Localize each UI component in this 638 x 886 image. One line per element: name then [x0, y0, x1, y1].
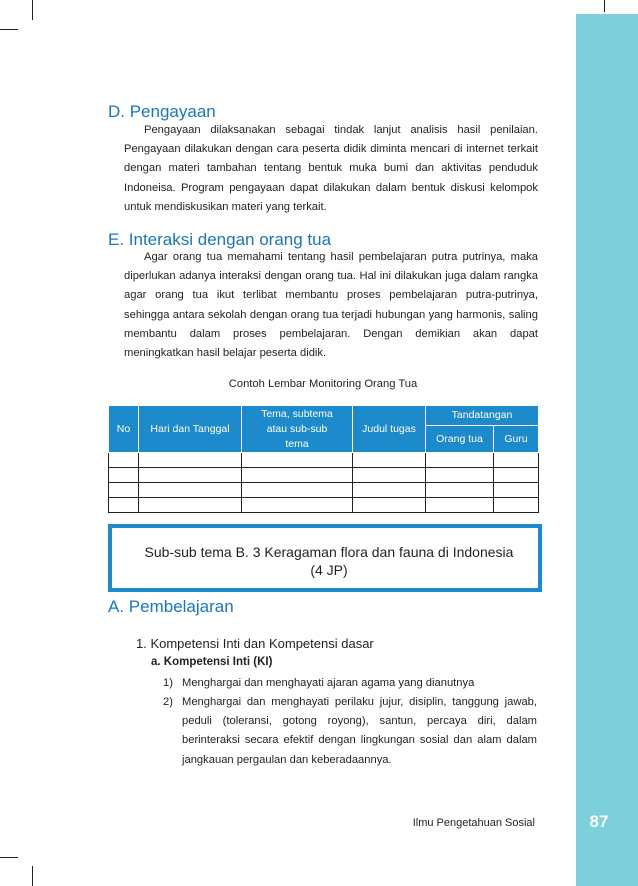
- col-header-signature: Tandatangan: [426, 406, 539, 426]
- crop-mark: [604, 0, 605, 12]
- ki-point-number: 1): [163, 677, 173, 689]
- col-header-parent: Orang tua: [426, 426, 494, 453]
- table-row: [109, 483, 539, 498]
- heading-pembelajaran: A. Pembelajaran: [108, 597, 234, 616]
- paragraph-pengayaan: Pengayaan dilaksanakan sebagai tindak lanjut analisis hasil penilaian. Pengayaan dilakukan dengan cara peserta didik diminta mencari di internet terkait dengan materi tambahan tentang bentuk muka bumi dan aktivitas penduduk Indoneisa. Program pengayaan dapat dilakukan dalam bentuk diskusi kelompok untuk mendiskusikan materi yang terkait.: [124, 124, 538, 213]
- page-number: 87: [589, 812, 609, 831]
- table-row: [109, 498, 539, 513]
- monitoring-table: [108, 405, 539, 513]
- sublist-item-ki: a. Kompetensi Inti (KI): [151, 656, 273, 668]
- crop-mark: [32, 866, 33, 886]
- subtheme-hours: (4 JP): [310, 562, 348, 578]
- table-row: [109, 453, 539, 468]
- side-color-bar: [576, 14, 638, 886]
- col-header-no: No: [109, 406, 139, 453]
- crop-mark: [0, 857, 18, 858]
- heading-interaksi-orang-tua: E. Interaksi dengan orang tua: [108, 230, 332, 249]
- ki-point-text: Menghargai dan menghayati ajaran agama yang dianutnya: [182, 677, 475, 689]
- ki-point: [163, 693, 537, 770]
- list-item-kompetensi: 1. Kompetensi Inti dan Kompetensi dasar: [136, 636, 374, 651]
- table-row: [109, 468, 539, 483]
- table-caption: Contoh Lembar Monitoring Orang Tua: [228, 378, 418, 390]
- crop-mark: [0, 29, 18, 30]
- crop-mark: [32, 0, 33, 20]
- subtheme-box: [108, 524, 542, 592]
- heading-pengayaan: D. Pengayaan: [108, 102, 216, 121]
- col-header-title: Judul tugas: [353, 406, 426, 453]
- ki-point-number: 2): [163, 696, 173, 708]
- subtheme-title: Sub-sub tema B. 3 Keragaman flora dan fauna di Indonesia: [144, 544, 514, 560]
- col-header-theme: Tema, subtema atau sub-sub tema: [242, 406, 353, 453]
- col-header-date: Hari dan Tanggal: [139, 406, 242, 453]
- ki-point: [163, 674, 537, 693]
- col-header-teacher: Guru: [494, 426, 539, 453]
- paragraph-interaksi: Agar orang tua memahami tentang hasil pembelajaran putra putrinya, maka diperlukan adanya interaksi dengan orang tua. Hal ini dilakukan juga dalam rangka agar orang tua ikut terlibat membantu proses pembelajaran putra-putrinya, sehingga antara sekolah dengan orang tua terjadi hubungan yang harmonis, saling membantu dalam proses pembelajaran. Dengan demikian akan dapat meningkatkan hasil belajar peserta didik.: [124, 251, 538, 360]
- ki-point-text: Menghargai dan menghayati perilaku jujur, disiplin, tanggung jawab, peduli (toleransi, gotong royong), santun, percaya diri, dalam berinteraksi secara efektif dengan lingkungan sosial dan alam dalam jangkauan pergaulan dan keberadaannya.: [182, 696, 537, 766]
- footer-subject: Ilmu Pengetahuan Sosial: [412, 817, 535, 829]
